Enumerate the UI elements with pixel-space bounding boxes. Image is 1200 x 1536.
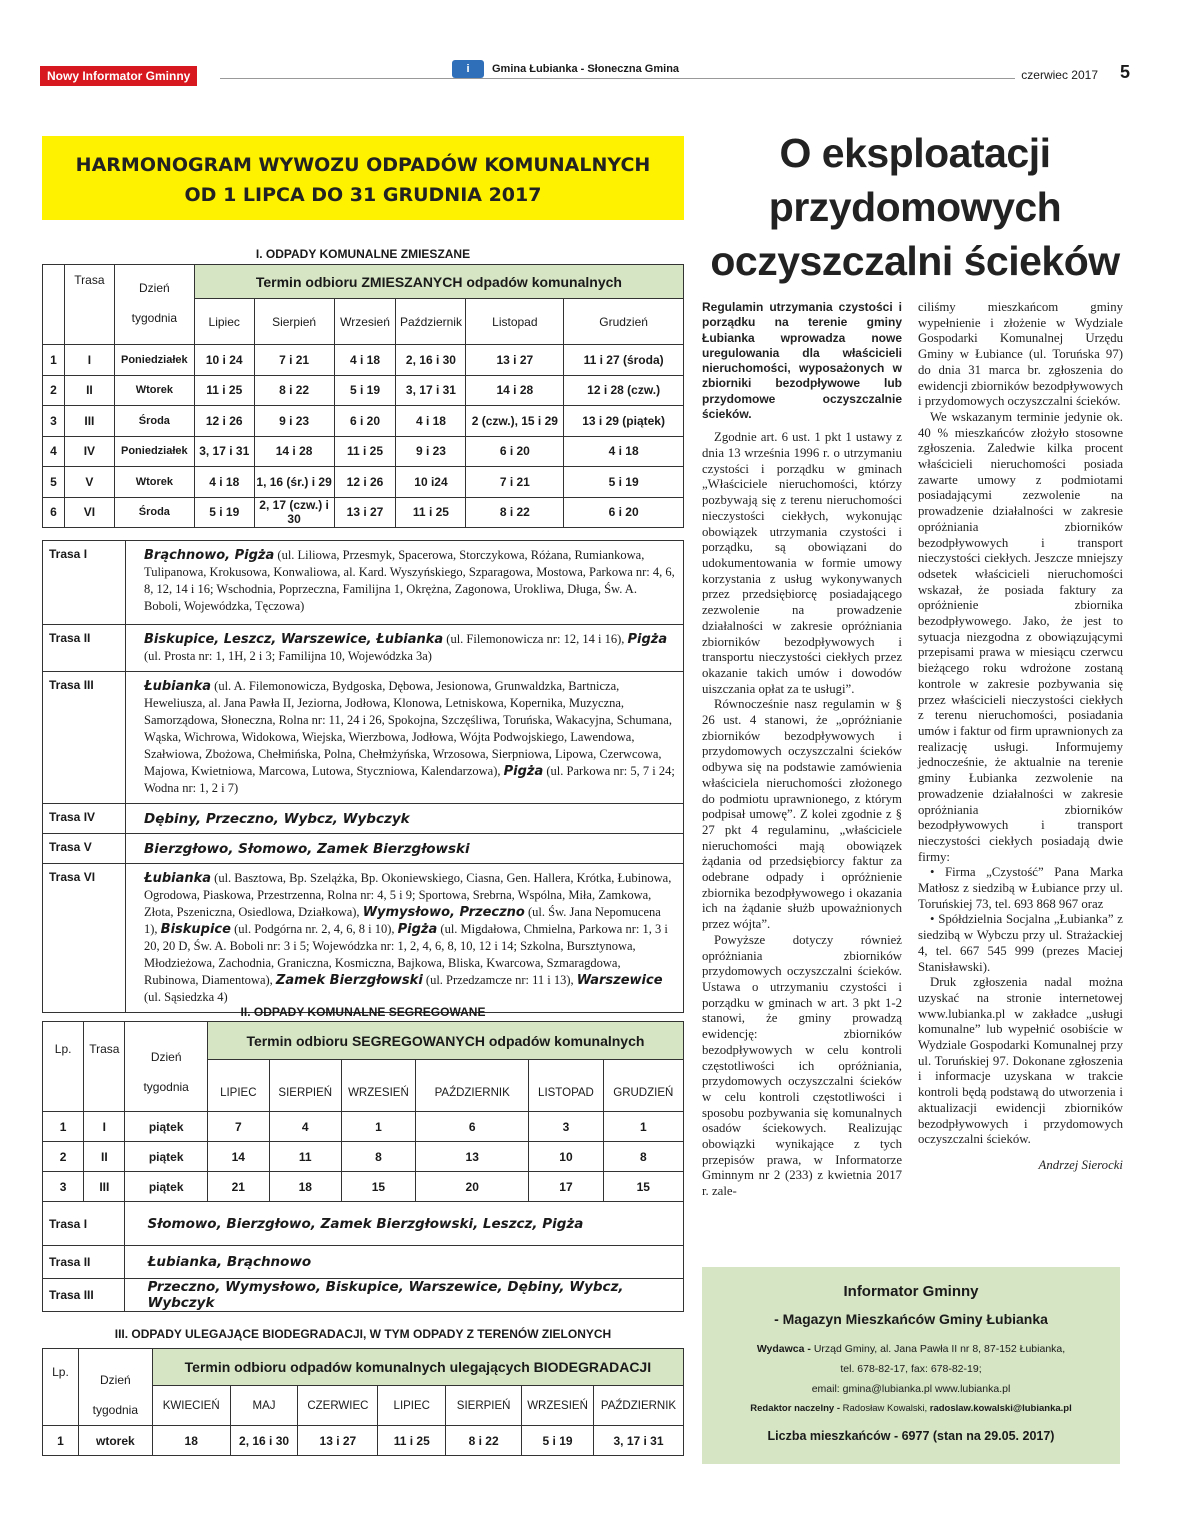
street-list: (ul. Filemonowicza nr: 12, 14 i 16), (443, 632, 628, 646)
date-cell: 7 i 21 (254, 345, 334, 376)
street-list: (ul. Podgórna nr. 2, 4, 6, 8 i 10), (230, 922, 398, 936)
date-cell: 11 i 25 (378, 1426, 446, 1456)
route-row (43, 864, 684, 1013)
date-cell: 4 i 18 (396, 406, 466, 437)
month-header: Sierpień (254, 299, 334, 345)
phone-line: tel. 678-82-17, fax: 678-82-19; (840, 1363, 982, 1375)
article-paragraph: ciliśmy mieszkańcom gminy wypełnienie i złożenie w Wydziale Gospodarki Komunalnej Urzędu Gminy w Łubiance (ul. Toruńska 97) do dnia 31 marca br. zgłoszenia do ewidencji zbiorników bezodpływowych i przydomowych oczyszczalni ścieków. (918, 300, 1123, 409)
table-row (43, 1142, 684, 1172)
date-cell: 4 i 18 (194, 467, 254, 498)
route-description (126, 541, 684, 625)
publication-badge: Nowy Informator Gminny (40, 66, 197, 86)
header-dzien: Dzień tygodnia (114, 265, 194, 345)
route-row (43, 541, 684, 625)
route-row (43, 804, 684, 834)
month-header: LISTOPAD (529, 1060, 603, 1112)
date-cell: 18 (269, 1172, 341, 1202)
date-cell: 10 (529, 1142, 603, 1172)
route-cell: VI (64, 497, 114, 528)
locality-name: Łubianka (144, 679, 212, 694)
route-cell: I (84, 1112, 125, 1142)
month-header: LIPIEC (378, 1386, 446, 1426)
row-number: 1 (43, 345, 65, 376)
article-paragraph: Równocześnie nasz regulamin w § 26 ust. 4 stanowi, że „opróżnianie zbiorników bezodpływowych i przydomowych oczyszczalni ścieków odbywa się na podstawie zamówienia właściciela nieruchomości złożonego do podmiotu uprawnionego, z którym podpisał umowę”. Z kolei zgodnie z § 27 pkt 4 regulaminu, „właściciele nieruchomości mają obowiązek żądania od przedsiębiorcy faktur za odebrane odpady i opróżnienie zbiornika bezodpływowego i okazania ich na żądanie służb upoważnionych przez wójta”. (702, 697, 902, 932)
locality-name: Biskupice, Leszcz, Warszewice, Łubianka (144, 632, 444, 647)
route-cell: II (64, 375, 114, 406)
weekday-cell: Wtorek (114, 375, 194, 406)
article-title (700, 126, 1130, 288)
corner-cell (43, 265, 65, 345)
header-lp: Lp. (43, 1022, 84, 1112)
schedule-title-line1: HARMONOGRAM WYWOZU ODPADÓW KOMUNALNYCH (75, 154, 651, 176)
weekday-cell: Poniedziałek (114, 345, 194, 376)
date-cell: 2, 16 i 30 (230, 1426, 298, 1456)
date-cell: 12 i 26 (334, 467, 396, 498)
locality-name: Brąchnowo, Pigża (144, 548, 275, 563)
infobox-subtitle: - Magazyn Mieszkańców Gminy Łubianka (774, 1311, 1048, 1327)
date-cell: 5 i 19 (522, 1426, 594, 1456)
row-number: 6 (43, 497, 65, 528)
article-column-1 (702, 300, 902, 1200)
header-dzien: Dzień tygodnia (78, 1349, 152, 1426)
table-row (43, 436, 684, 467)
header-rule (220, 78, 1015, 79)
date-cell: 12 i 28 (czw.) (564, 375, 684, 406)
header-trasa: Trasa (84, 1022, 125, 1112)
date-cell: 5 i 19 (194, 497, 254, 528)
table-row (43, 406, 684, 437)
date-cell: 12 i 26 (194, 406, 254, 437)
weekday-cell: piątek (125, 1142, 207, 1172)
locality-name: Wymysłowo, Przeczno (362, 905, 525, 920)
article-author: Andrzej Sierocki (1038, 1157, 1123, 1172)
route-description (126, 672, 684, 804)
date-cell: 3, 17 i 31 (396, 375, 466, 406)
date-cell: 4 (269, 1112, 341, 1142)
locality-name: Pigża (397, 922, 438, 937)
date-cell: 10 i24 (396, 467, 466, 498)
route-row (43, 1202, 684, 1246)
table-row (43, 467, 684, 498)
table-row (43, 345, 684, 376)
weekday-cell: wtorek (78, 1426, 152, 1456)
date-cell: 13 i 29 (piątek) (564, 406, 684, 437)
date-cell: 11 i 25 (334, 436, 396, 467)
date-cell: 8 i 22 (446, 1426, 522, 1456)
weekday-cell: Środa (114, 497, 194, 528)
locality-name: Warszewice (576, 973, 663, 988)
street-list: (ul. Basztowa, Bp. Szelążka, Bp. Okoniewskiego, Ciasna, Gen. Hallera, Krótka, Łubinowa, Ogrodowa, Piaskowa, Przestrzenna, Rolna nr: 4, 5 i 9; Sportowa, Srebrna, Wspólna, Miła, Zamkowa, Złota, Pszeniczna, Osiedlowa, Działkowa), (144, 871, 672, 919)
date-cell: 13 (416, 1142, 529, 1172)
month-header: PAŹDZIERNIK (416, 1060, 529, 1112)
route-label: Trasa I (43, 1202, 125, 1246)
date-cell: 6 (416, 1112, 529, 1142)
month-header: SIERPIEŃ (446, 1386, 522, 1426)
date-cell: 3, 17 i 31 (194, 436, 254, 467)
route-row (43, 1246, 684, 1279)
table-row (43, 1426, 684, 1456)
month-header: Listopad (466, 299, 564, 345)
month-header: MAJ (230, 1386, 298, 1426)
date-cell: 15 (603, 1172, 683, 1202)
article-paragraph: Powyższe dotyczy również opróżniania zbiorników przydomowych oczyszczalni ścieków. Ustawa o utrzymaniu czystości i porządku w gminach w art. 3 pkt 1-2 stanowi, że gminy prowadzą ewidencję: zbiorników bezodpływowych w celu kontroli częstotliwości ich opróżniania, przydomowych oczyszczalni ścieków w celu kontroli częstotliwości i sposobu pozbywania się komunalnych osadów ściekowych. Realizując obowiązki wynikające z tych przepisów prawa, w Informatorze Gminnym nr 2 (233) z kwietnia 2017 r. zale- (702, 932, 902, 1199)
header-termin-biodegradacja: Termin odbioru odpadów komunalnych ulegających BIODEGRADACJI (152, 1349, 683, 1386)
row-number: 3 (43, 1172, 84, 1202)
article-title-line1: O eksploatacji (779, 130, 1051, 176)
date-cell: 6 i 20 (466, 436, 564, 467)
route-label: Trasa VI (43, 864, 126, 1013)
weekday-cell: Poniedziałek (114, 436, 194, 467)
date-cell: 11 i 27 (środa) (564, 345, 684, 376)
table-row (43, 497, 684, 528)
month-header: Lipiec (194, 299, 254, 345)
street-list: (ul. Liliowa, Przesmyk, Spacerowa, Storczykowa, Różana, Rumiankowa, Tulipanowa, Krokusowa, Konwaliowa, al. Kard. Wyszyńskiego, Szparagowa, Mostowa, Parkowa nr: 4, 6, 8, 12, 14 i 16; Wschodnia, Poprzeczna, Familijna 1, Okrężna, Zagonowa, Urokliwa, Długa, Św. A. Boboli, Wojewódzka, Tęczowa) (144, 548, 675, 613)
date-cell: 6 i 20 (334, 406, 396, 437)
section1-title: I. ODPADY KOMUNALNE ZMIESZANE (255, 247, 471, 261)
row-number: 5 (43, 467, 65, 498)
date-cell: 21 (207, 1172, 269, 1202)
date-cell: 11 i 25 (396, 497, 466, 528)
publisher-line: Wydawca - Urząd Gminy, al. Jana Pawła II nr 8, 87-152 Łubianka, (756, 1343, 1066, 1355)
company-item: • Firma „Czystość” Pana Marka Matłosz z siedzibą w Łubiance przy ul. Toruńskiej 73, tel. 693 868 967 oraz (918, 865, 1123, 911)
article-title-line2: przydomowych (768, 184, 1062, 230)
row-number: 4 (43, 436, 65, 467)
locality-name: Biskupice (160, 922, 231, 937)
date-cell: 1, 16 (śr.) i 29 (254, 467, 334, 498)
month-header: LIPIEC (207, 1060, 269, 1112)
route-cell: I (64, 345, 114, 376)
company-item: • Spółdzielnia Socjalna „Łubianka” z siedzibą w Wybczu przy ul. Strażackiej 4, tel. 667 545 999 (prezes Maciej Stanisławski). (918, 912, 1123, 974)
header-lp: Lp. (43, 1349, 79, 1426)
street-list: (ul. Migdałowa, Chmielna, Parkowa nr: 1, 3 i 20, 20 D, Św. A. Boboli nr: 3 i 5; Wojewódzka nr: 1, 2, 4, 6, 8, 10, 12 i 14; Szkolna, Bursztynowa, Młodzieżowa, Zachodnia, Graniczna, Kosmiczna, Bajkowa, Bliska, Kwarcowa, Szmaragdowa, Rubinowa, Diamentowa), (144, 922, 668, 987)
street-list: (ul. A. Filemonowicza, Bydgoska, Dębowa, Jesionowa, Grunwaldzka, Bartnicza, Heweliusza, al. Jana Pawła II, Jeziorna, Jodłowa, Klonowa, Letniskowa, Kopernika, Muzyczna, Samorządowa, Słoneczna, Rolna nr: 11, 24 i 26, Spokojna, Szczęśliwa, Toruńska, Wakacyjna, Schumana, Wąska, Wichrowa, Widokowa, Wiejska, Wierzbowa, Jodłowa, Wójta Podwojskiego, Lawendowa, Szałwiowa, Zbożowa, Chełmińska, Polna, Chełmżyńska, Wrzosowa, Sierpniowa, Lipowa, Czerwcowa, Majowa, Kwietniowa, Marcowa, Lutowa, Styczniowa, Kalendarzowa), (144, 679, 672, 778)
issue-date: czerwiec 2017 (1021, 68, 1098, 82)
publisher-info-box (702, 1267, 1120, 1464)
route-label: Trasa III (43, 1279, 125, 1312)
date-cell: 20 (416, 1172, 529, 1202)
route-cell: II (84, 1142, 125, 1172)
article-title-line3: oczyszczalni ścieków (710, 238, 1120, 284)
month-header: CZERWIEC (298, 1386, 378, 1426)
row-number: 2 (43, 1142, 84, 1172)
street-list: (ul. Św. Jana Nepomucena 1), (144, 905, 661, 936)
month-header: GRUDZIEŃ (603, 1060, 683, 1112)
month-header: Grudzień (564, 299, 684, 345)
street-list: (ul. Parkowa nr: 5, 7 i 24; Wodna nr: 1, 2 i 7) (144, 764, 675, 795)
header-termin-zmieszane: Termin odbioru ZMIESZANYCH odpadów komunalnych (194, 265, 683, 299)
schedule-title-line2: OD 1 LIPCA DO 31 GRUDNIA 2017 (184, 184, 542, 206)
route-label: Trasa II (43, 1246, 125, 1279)
street-list: (ul. Przedzamcze nr: 11 i 13), (422, 973, 577, 987)
date-cell: 4 i 18 (564, 436, 684, 467)
weekday-cell: Wtorek (114, 467, 194, 498)
row-number: 1 (43, 1426, 79, 1456)
date-cell: 14 (207, 1142, 269, 1172)
date-cell: 2, 17 (czw.) i 30 (254, 497, 334, 528)
weekday-cell: piątek (125, 1172, 207, 1202)
route-label: Trasa III (43, 672, 126, 804)
date-cell: 9 i 23 (396, 436, 466, 467)
route-label: Trasa IV (43, 804, 126, 834)
locality-name: Pigża (503, 764, 544, 779)
route-description: Dębiny, Przeczno, Wybcz, Wybczyk (126, 804, 684, 834)
date-cell: 1 (603, 1112, 683, 1142)
editor-line: Redaktor naczelny - Radosław Kowalski, radoslaw.kowalski@lubianka.pl (750, 1403, 1072, 1414)
mixed-waste-table (42, 264, 684, 528)
section3-title: III. ODPADY ULEGAJĄCE BIODEGRADACJI, W TYM ODPADY Z TERENÓW ZIELONYCH (114, 1327, 612, 1341)
locality-name: Zamek Bierzgłowski (275, 973, 423, 988)
page-number: 5 (1119, 62, 1130, 82)
date-cell: 10 i 24 (194, 345, 254, 376)
month-header: WRZESIEŃ (522, 1386, 594, 1426)
row-number: 3 (43, 406, 65, 437)
date-cell: 5 i 19 (564, 467, 684, 498)
email-line: email: gmina@lubianka.pl www.lubianka.pl (811, 1383, 1011, 1395)
article-lead: Regulamin utrzymania czystości i porządku na terenie gminy Łubianka wprowadza nowe uregulowania dla właścicieli nieruchomości, wyposażonych w zbiorniki bezodpływowe lub przydomowe oczyszczalnie ścieków. (702, 300, 902, 422)
date-cell: 8 (341, 1142, 415, 1172)
route-description (126, 864, 684, 1013)
date-cell: 15 (341, 1172, 415, 1202)
population-count: Liczba mieszkańców - 6977 (stan na 29.05. 2017) (767, 1429, 1055, 1443)
table-row (43, 1112, 684, 1142)
month-header: Październik (396, 299, 466, 345)
date-cell: 13 i 27 (298, 1426, 378, 1456)
masthead (40, 60, 1130, 86)
route-row (43, 672, 684, 804)
row-number: 1 (43, 1112, 84, 1142)
route-cell: V (64, 467, 114, 498)
table-row (43, 375, 684, 406)
date-cell: 14 i 28 (466, 375, 564, 406)
date-cell: 14 i 28 (254, 436, 334, 467)
header-dzien: Dzień tygodnia (125, 1022, 207, 1112)
article-paragraph: We wskazanym terminie jedynie ok. 40 % mieszkańców złożyło stosowne zgłoszenia. Zaledwie kilka procent właścicieli nieruchomości posiada zawarte umowy z podmiotami posiadającymi zezwolenie na prowadzenie działalności w zakresie opróżniania zbiorników bezodpływowych i transport nieczystości ciekłych. Jeszcze mniejszy odsetek właścicieli nieruchomości wskazał, że posiada faktury za opróżnienie zbiornika bezodpływowego. Jako, że jest to sytuacja niezgodna z obowiązującymi przepisami prawa w miesiącu czerwcu bieżącego roku wdrożone zostaną kontrole w zakresie pozbywania się przez właścicieli nieczystości ciekłych z terenu nieruchomości, posiadania umów i faktur od firm uprawnionych za realizację usługi. Informujemy jednocześnie, że aktualnie na terenie gminy Łubianka zezwolenie na prowadzenie działalności w zakresie opróżniania zbiorników bezodpływowych i transport nieczystości ciekłych posiadają dwie firmy: (918, 409, 1123, 864)
month-header: WRZESIEŃ (341, 1060, 415, 1112)
schedule-title-box (42, 136, 684, 220)
date-cell: 1 (341, 1112, 415, 1142)
date-cell: 11 (269, 1142, 341, 1172)
article-column-2 (918, 300, 1123, 1174)
date-cell: 7 i 21 (466, 467, 564, 498)
date-cell: 17 (529, 1172, 603, 1202)
date-cell: 18 (152, 1426, 230, 1456)
header-trasa: Trasa (64, 265, 114, 345)
weekday-cell: Środa (114, 406, 194, 437)
route-label: Trasa II (43, 625, 126, 672)
gmina-logo-icon: i (452, 60, 484, 78)
date-cell: 9 i 23 (254, 406, 334, 437)
date-cell: 6 i 20 (564, 497, 684, 528)
segregated-waste-table (42, 1021, 684, 1312)
date-cell: 2 (czw.), 15 i 29 (466, 406, 564, 437)
route-label: Trasa I (43, 541, 126, 625)
mixed-waste-routes (42, 540, 684, 1013)
infobox-title: Informator Gminny (843, 1283, 979, 1300)
date-cell: 5 i 19 (334, 375, 396, 406)
date-cell: 3, 17 i 31 (594, 1426, 684, 1456)
route-description: Słomowo, Bierzgłowo, Zamek Bierzgłowski, Leszcz, Pigża (125, 1202, 684, 1246)
date-cell: 7 (207, 1112, 269, 1142)
date-cell: 4 i 18 (334, 345, 396, 376)
header-termin-segregowane: Termin odbioru SEGREGOWANYCH odpadów komunalnych (207, 1022, 683, 1060)
route-cell: IV (64, 436, 114, 467)
row-number: 2 (43, 375, 65, 406)
route-cell: III (84, 1172, 125, 1202)
locality-name: Łubianka (144, 871, 212, 886)
date-cell: 8 i 22 (466, 497, 564, 528)
route-cell: III (64, 406, 114, 437)
route-row (43, 625, 684, 672)
weekday-cell: piątek (125, 1112, 207, 1142)
article-paragraph: Druk zgłoszenia nadal można uzyskać na stronie internetowej www.lubianka.pl w zakładce „usługi komunalne” lub wypełnić osobiście w Wydziale Gospodarki Komunalnej przy ul. Toruńskiej 97. Dokonane zgłoszenia i informacje uzyskana w trakcie kontroli będą podstawą do utworzenia i aktualizacji ewidencji zbiorników bezodpływowych i przydomowych oczyszczalni ścieków. (918, 975, 1123, 1147)
date-cell: 11 i 25 (194, 375, 254, 406)
street-list: (ul. Sąsiedzka 4) (144, 990, 228, 1004)
route-description: Bierzgłowo, Słomowo, Zamek Bierzgłowski (126, 834, 684, 864)
route-row (43, 1279, 684, 1312)
date-cell: 13 i 27 (334, 497, 396, 528)
biodegradable-waste-table (42, 1348, 684, 1456)
month-header: Wrzesień (334, 299, 396, 345)
route-label: Trasa V (43, 834, 126, 864)
street-list: (ul. Prosta nr: 1, 1H, 2 i 3; Familijna 10, Wojewódzka 3a) (144, 649, 432, 663)
table-row (43, 1172, 684, 1202)
date-cell: 2, 16 i 30 (396, 345, 466, 376)
month-header: KWIECIEŃ (152, 1386, 230, 1426)
date-cell: 13 i 27 (466, 345, 564, 376)
article-paragraph: Zgodnie art. 6 ust. 1 pkt 1 ustawy z dnia 13 września 1996 r. o utrzymaniu czystości i porządku w gminach „Właściciele nieruchomości, którzy pozbywają się z terenu nieruchomości nieczystości ciekłych, wykonując obowiązek utrzymania czystości i porządku, są obowiązani do udokumentowania w formie umowy korzystania z usług wykonywanych przez przedsiębiorcę posiadającego zezwolenie na prowadzenie działalności w zakresie opróżniania zbiorników bezodpływowych i transportu nieczystości ciekłych przez okazanie takich umów i dowodów uiszczania opłat za te usługi”. (702, 430, 902, 696)
date-cell: 3 (529, 1112, 603, 1142)
date-cell: 8 i 22 (254, 375, 334, 406)
section2-title: II. ODPADY KOMUNALNE SEGREGOWANE (240, 1005, 486, 1019)
route-description: Przeczno, Wymysłowo, Biskupice, Warszewice, Dębiny, Wybcz, Wybczyk (125, 1279, 684, 1312)
route-description: Łubianka, Brąchnowo (125, 1246, 684, 1279)
route-description (126, 625, 684, 672)
month-header: PAŹDZIERNIK (594, 1386, 684, 1426)
route-row (43, 834, 684, 864)
gmina-slogan: Gmina Łubianka - Słoneczna Gmina (492, 63, 680, 75)
month-header: SIERPIEŃ (269, 1060, 341, 1112)
date-cell: 8 (603, 1142, 683, 1172)
locality-name: Pigża (627, 632, 668, 647)
